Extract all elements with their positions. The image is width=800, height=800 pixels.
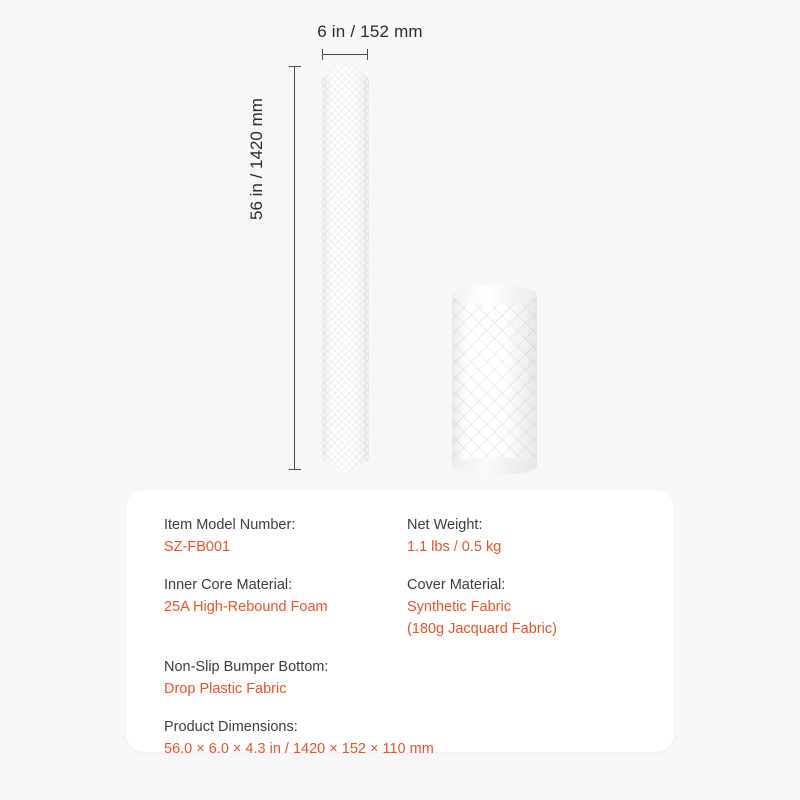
roll-body — [452, 293, 537, 468]
spec-product-dimensions — [164, 716, 650, 760]
spec-label: Inner Core Material: — [164, 577, 293, 593]
bolster-body — [322, 64, 369, 473]
spec-net-weight — [407, 514, 650, 558]
spec-label: Net Weight: — [407, 517, 483, 533]
long-bolster-pillow-image — [322, 64, 369, 473]
spec-label: Item Model Number: — [164, 517, 296, 533]
specifications-grid — [164, 514, 650, 776]
spec-label: Non-Slip Bumper Bottom: — [164, 659, 329, 675]
spec-label: Cover Material: — [407, 577, 506, 593]
width-tick-right — [367, 49, 368, 60]
spec-cover-material — [407, 574, 650, 640]
specifications-card — [126, 490, 674, 757]
width-line-bar — [322, 54, 368, 55]
spec-row — [164, 574, 650, 640]
height-line-bar — [294, 66, 295, 470]
spec-row — [164, 716, 650, 760]
spec-value: 56.0 × 6.0 × 4.3 in / 1420 × 152 × 110 mm — [164, 741, 434, 757]
spec-non-slip-bumper-bottom — [164, 656, 650, 700]
height-tick-bottom — [289, 469, 301, 470]
spec-value-secondary: (180g Jacquard Fabric) — [407, 621, 557, 637]
bolster-edge-right — [365, 80, 366, 457]
height-dimension-line — [289, 66, 301, 470]
width-dimension-label: 6 in / 152 mm — [317, 22, 423, 41]
spec-label: Product Dimensions: — [164, 719, 298, 735]
rolled-pillow-image — [452, 285, 537, 475]
spec-row — [164, 656, 650, 700]
spec-row — [164, 514, 650, 558]
height-tick-top — [289, 66, 301, 67]
spec-inner-core-material — [164, 574, 407, 640]
bolster-edge-left — [325, 80, 326, 457]
width-dimension-line — [322, 49, 368, 59]
roll-top-cap — [452, 285, 537, 305]
roll-bottom-cap — [452, 457, 537, 475]
spec-item-model-number — [164, 514, 407, 558]
height-dimension-label: 56 in / 1420 mm — [247, 98, 266, 220]
spec-value: SZ-FB001 — [164, 539, 231, 555]
spec-value: 25A High-Rebound Foam — [164, 599, 328, 615]
spec-value: Drop Plastic Fabric — [164, 681, 287, 697]
spec-value: 1.1 lbs / 0.5 kg — [407, 539, 502, 555]
spec-value: Synthetic Fabric — [407, 599, 511, 615]
